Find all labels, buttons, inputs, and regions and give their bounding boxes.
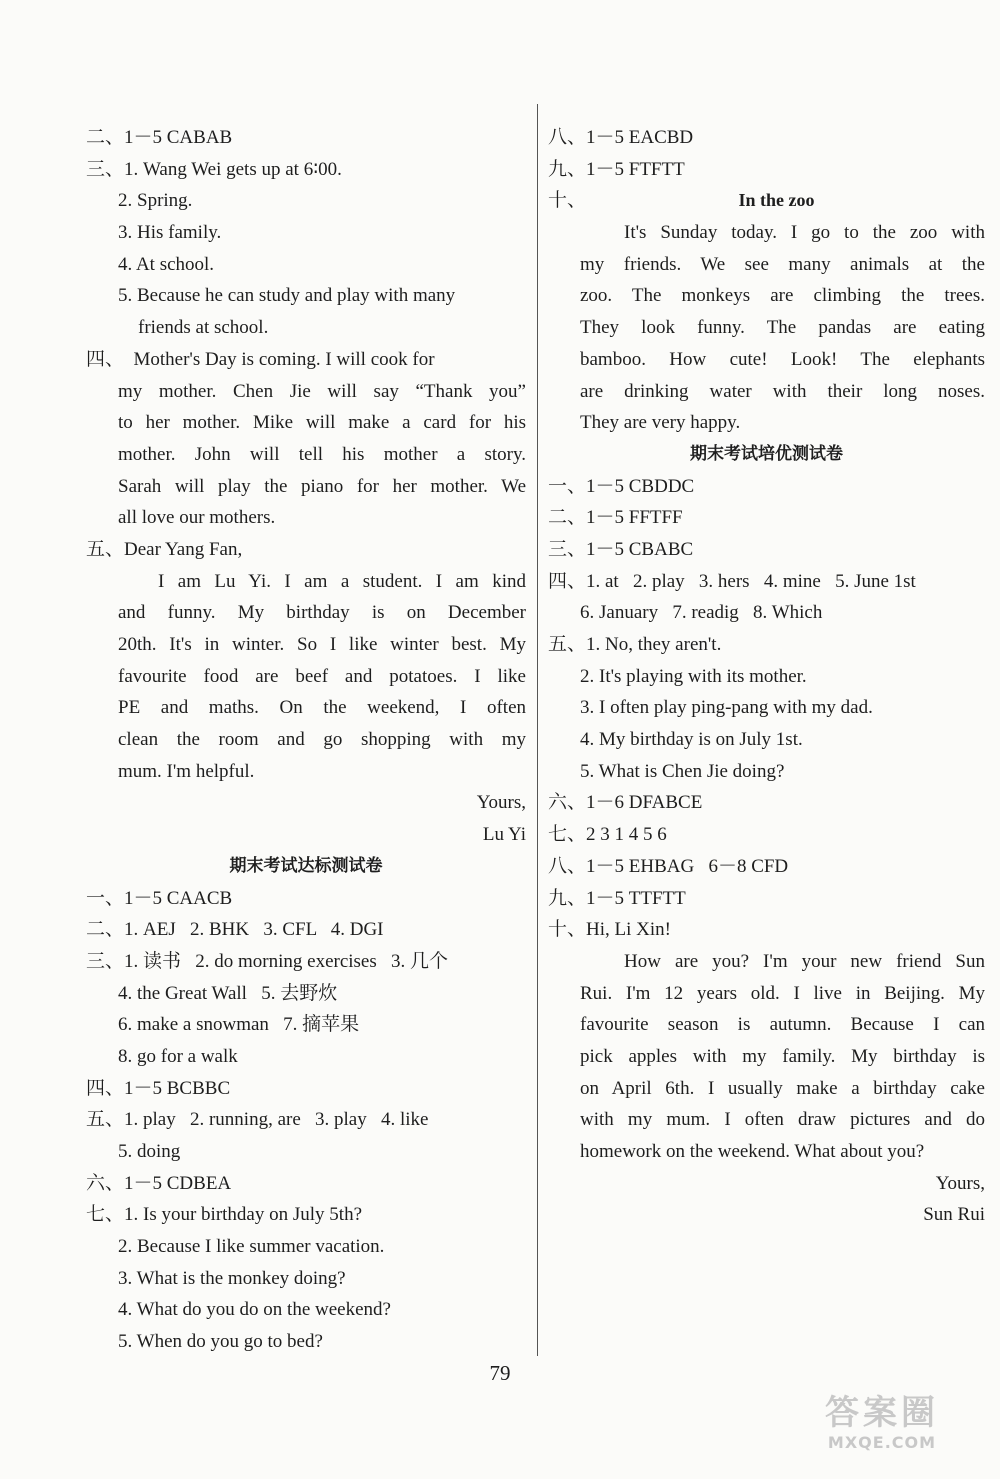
paragraph-line: my mother. Chen Jie will say “Thank you”: [118, 380, 526, 402]
answer-line: 三、1－5 CBABC: [548, 538, 694, 560]
paragraph-line: They look funny. The pandas are eating: [580, 317, 985, 339]
column-divider: [537, 104, 538, 1356]
paragraph-line: on April 6th. I usually make a birthday cake: [580, 1077, 985, 1099]
answer-line: 三、1. Wang Wei gets up at 6∶00.: [86, 158, 342, 180]
answer-line: 5. When do you go to bed?: [118, 1331, 323, 1353]
paragraph-line: favourite season is autumn. Because I can: [580, 1014, 985, 1036]
answer-line: 6. January 7. readig 8. Which: [580, 602, 823, 624]
answer-line: 七、1. Is your birthday on July 5th?: [86, 1204, 363, 1226]
answer-line: 八、1－5 EHBAG 6－8 CFD: [548, 855, 789, 877]
answer-line: 2. It's playing with its mother.: [580, 665, 807, 687]
answer-line: 九、1－5 TTFTT: [548, 887, 686, 909]
paragraph-line: They are very happy.: [580, 412, 741, 434]
answer-line: 3. His family.: [118, 222, 222, 244]
paragraph-line: mum. I'm helpful.: [118, 760, 255, 782]
paragraph-line: and funny. My birthday is on December: [118, 602, 526, 624]
answer-label: 十、: [548, 190, 587, 212]
answer-line: 六、1－6 DFABCE: [548, 792, 703, 814]
left-column: [86, 122, 526, 1358]
paragraph-line: PE and maths. On the weekend, I often: [118, 697, 526, 719]
answer-line: 3. What is the monkey doing?: [118, 1267, 346, 1289]
answer-line: 5. doing: [118, 1141, 181, 1162]
question-number: [548, 185, 985, 217]
answer-line: 九、1－5 FTFTT: [548, 158, 685, 180]
answer-line: 4. What do you do on the weekend?: [118, 1299, 391, 1321]
paragraph-line: clean the room and go shopping with my: [118, 729, 526, 751]
answer-line: 8. go for a walk: [118, 1045, 238, 1067]
answer-line: 5. Because he can study and play with many: [118, 285, 456, 307]
paragraph-line: 四、 Mother's Day is coming. I will cook for: [86, 348, 435, 370]
answer-line: 五、1. No, they aren't.: [548, 634, 722, 655]
right-column: [548, 122, 985, 1231]
paragraph-line: pick apples with my family. My birthday is: [580, 1045, 985, 1067]
answer-line: friends at school.: [138, 317, 269, 339]
paragraph-line: mother. John will tell his mother a story.: [118, 443, 526, 465]
paragraph-line: are drinking water with their long noses.: [580, 380, 985, 402]
answer-line: 4. My birthday is on July 1st.: [580, 729, 803, 751]
answer-line: 一、1－5 CAACB: [86, 887, 233, 909]
answer-line: 2. Because I like summer vacation.: [118, 1236, 385, 1258]
letter-closing: Yours,: [935, 1172, 985, 1194]
answer-line: 八、1－5 EACBD: [548, 127, 694, 148]
essay-title: In the zoo: [738, 190, 815, 211]
letter-signature: Lu Yi: [482, 824, 526, 846]
page-number: 79: [489, 1361, 511, 1385]
letter-signature: Sun Rui: [923, 1204, 985, 1226]
answer-line: 二、1－5 CABAB: [86, 127, 233, 148]
answer-line: 五、1. play 2. running, are 3. play 4. like: [86, 1109, 429, 1131]
letter-closing: Yours,: [476, 792, 526, 814]
answer-line: 四、1. at 2. play 3. hers 4. mine 5. June 1st: [548, 570, 916, 592]
paragraph-line: with my mum. I often draw pictures and do: [580, 1109, 985, 1131]
paragraph-line: homework on the weekend. What about you?: [580, 1141, 925, 1162]
watermark-text: 答案圈: [825, 1393, 939, 1433]
paragraph-line: my friends. We see many animals at the: [580, 253, 985, 275]
paragraph-line: bamboo. How cute! Look! The elephants: [580, 348, 985, 370]
answer-line: 三、1. 读书 2. do morning exercises 3. 几个: [86, 950, 449, 972]
paragraph-line: How are you? I'm your new friend Sun: [624, 950, 985, 972]
paragraph-line: I am Lu Yi. I am a student. I am kind: [158, 570, 526, 592]
answer-line: 4. the Great Wall 5. 去野炊: [118, 982, 338, 1004]
answer-line: 七、2 3 1 4 5 6: [548, 824, 667, 846]
answer-line: 5. What is Chen Jie doing?: [580, 760, 785, 782]
paragraph-line: 20th. It's in winter. So I like winter best. My: [118, 634, 526, 655]
letter-greeting: 十、Hi, Li Xin!: [548, 919, 671, 941]
paragraph-line: Sarah will play the piano for her mother. We: [118, 475, 526, 497]
section-heading: 期末考试达标测试卷: [229, 855, 383, 876]
paragraph-line: It's Sunday today. I go to the zoo with: [624, 222, 985, 244]
paragraph-line: zoo. The monkeys are climbing the trees.: [580, 285, 985, 307]
watermark-logo: [782, 1393, 982, 1463]
letter-greeting: 五、Dear Yang Fan,: [86, 538, 243, 560]
answer-line: 3. I often play ping-pang with my dad.: [580, 697, 873, 719]
answer-line: 六、1－5 CDBEA: [86, 1172, 232, 1194]
paragraph-line: favourite food are beef and potatoes. I like: [118, 665, 526, 687]
answer-line: 2. Spring.: [118, 190, 193, 212]
paragraph-line: Rui. I'm 12 years old. I live in Beijing. My: [580, 982, 985, 1004]
answer-line: 二、1－5 FFTFF: [548, 507, 683, 529]
watermark-url: MXQE.COM: [827, 1433, 937, 1452]
paragraph-line: all love our mothers.: [118, 507, 276, 529]
answer-line: 4. At school.: [118, 253, 215, 275]
paragraph-line: to her mother. Mike will make a card for his: [118, 412, 526, 434]
answer-line: 四、1－5 BCBBC: [86, 1077, 231, 1099]
answer-line: 一、1－5 CBDDC: [548, 475, 695, 497]
answer-line: 6. make a snowman 7. 摘苹果: [118, 1014, 360, 1036]
answer-line: 二、1. AEJ 2. BHK 3. CFL 4. DGI: [86, 919, 384, 941]
section-heading: 期末考试培优测试卷: [690, 443, 843, 464]
